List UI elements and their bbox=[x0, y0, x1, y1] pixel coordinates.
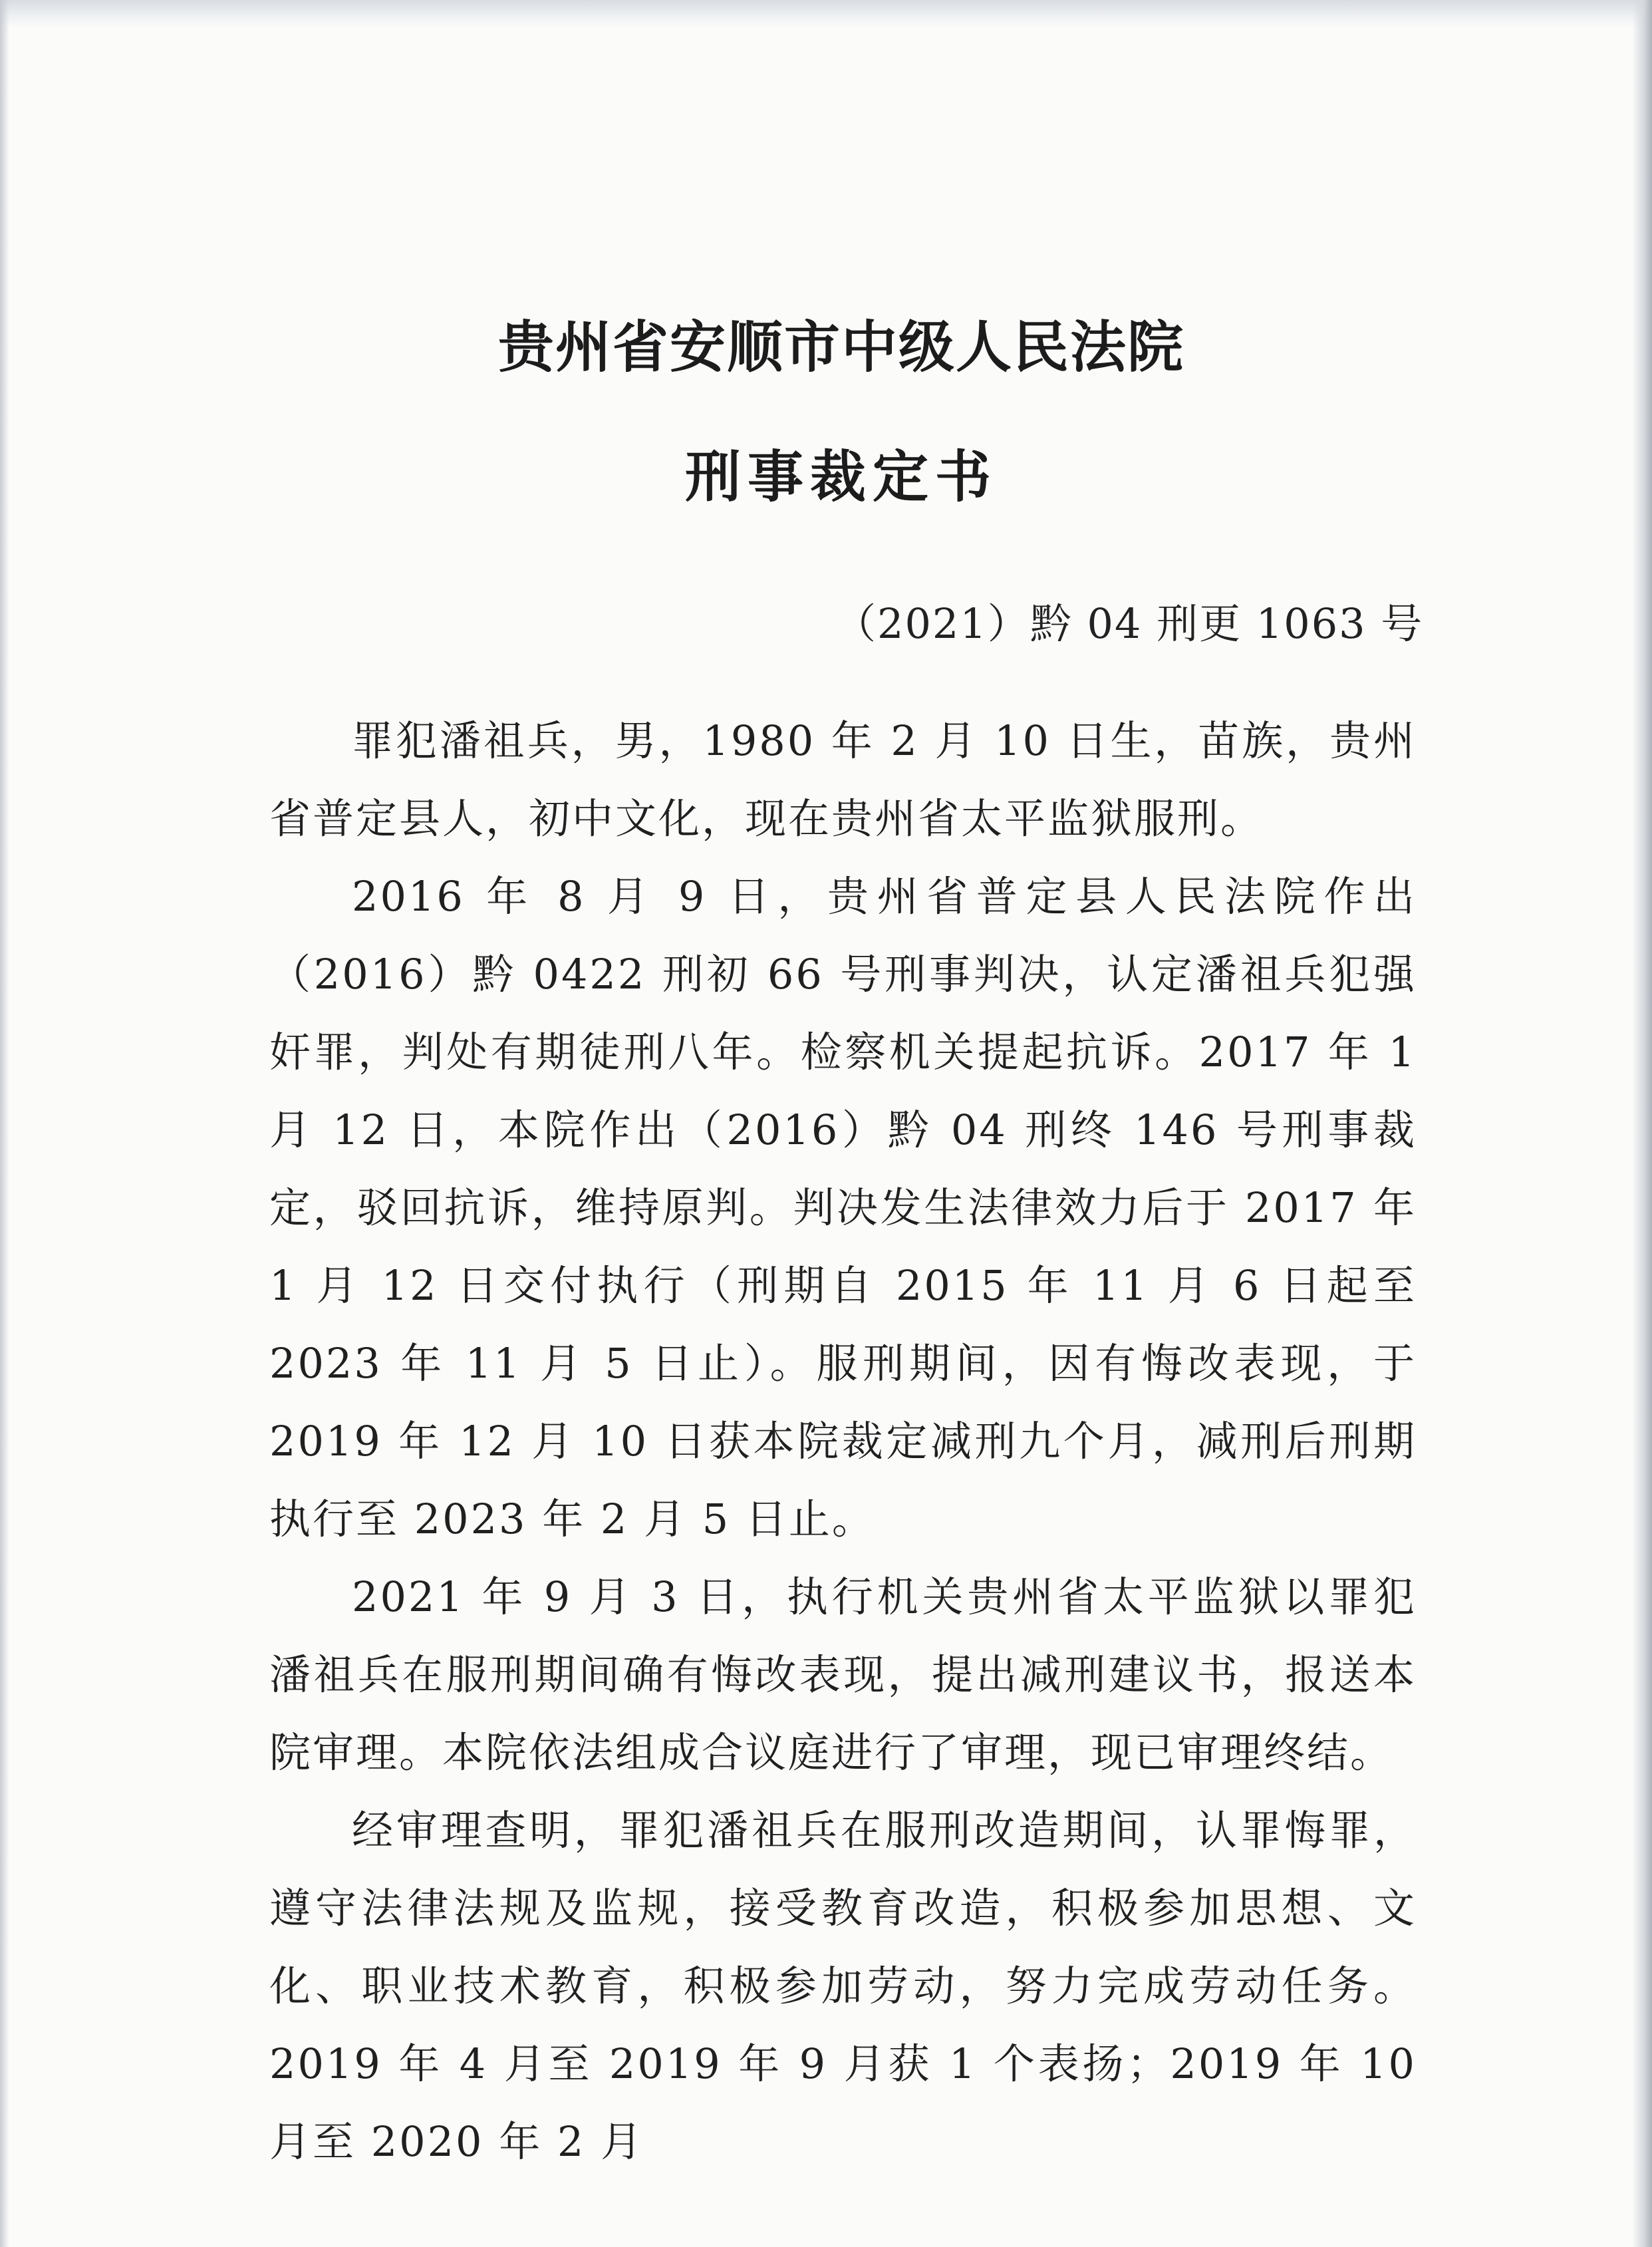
document-body bbox=[269, 702, 1417, 2180]
document-type-heading: 刑事裁定书 bbox=[684, 444, 998, 510]
paragraph-case-history: 2016 年 8 月 9 日，贵州省普定县人民法院作出（2016）黔 0422 刑初 66 号刑事判决，认定潘祖兵犯强奸罪，判处有期徒刑八年。检察机关提起抗诉。2017 年 1 月 12 日，本院作出（2016）黔 04 刑终 146 号刑事裁定，驳回抗诉，维持原判。判决发生法律效力后于 2017 年 1 月 12 日交付执行（刑期自 2015 年 11 月 6 日起至 2023 年 11 月 5 日止）。服刑期间，因有悔改表现，于 2019 年 12 月 10 日获本院裁定减刑九个月，减刑后刑期执行至 2023 年 2 月 5 日止。 bbox=[269, 872, 1417, 1543]
scan-edge-top bbox=[0, 0, 1652, 27]
paragraph-defendant-info: 罪犯潘祖兵，男，1980 年 2 月 10 日生，苗族，贵州省普定县人，初中文化，现在贵州省太平监狱服刑。 bbox=[269, 716, 1417, 843]
paragraph-findings: 经审理查明，罪犯潘祖兵在服刑改造期间，认罪悔罪，遵守法律法规及监规，接受教育改造，积极参加思想、文化、职业技术教育，积极参加劳动，努力完成劳动任务。2019 年 4 月至 2019 年 9 月获 1 个表扬；2019 年 10 月至 2020 年 2 月 bbox=[269, 1806, 1417, 2166]
court-name-heading: 贵州省安顺市中级人民法院 bbox=[497, 315, 1184, 380]
case-number: （2021）黔 04 刑更 1063 号 bbox=[835, 599, 1424, 648]
paragraph-commutation-proposal: 2021 年 9 月 3 日，执行机关贵州省太平监狱以罪犯潘祖兵在服刑期间确有悔改表现，提出减刑建议书，报送本院审理。本院依法组成合议庭进行了审理，现已审理终结。 bbox=[269, 1573, 1417, 1777]
